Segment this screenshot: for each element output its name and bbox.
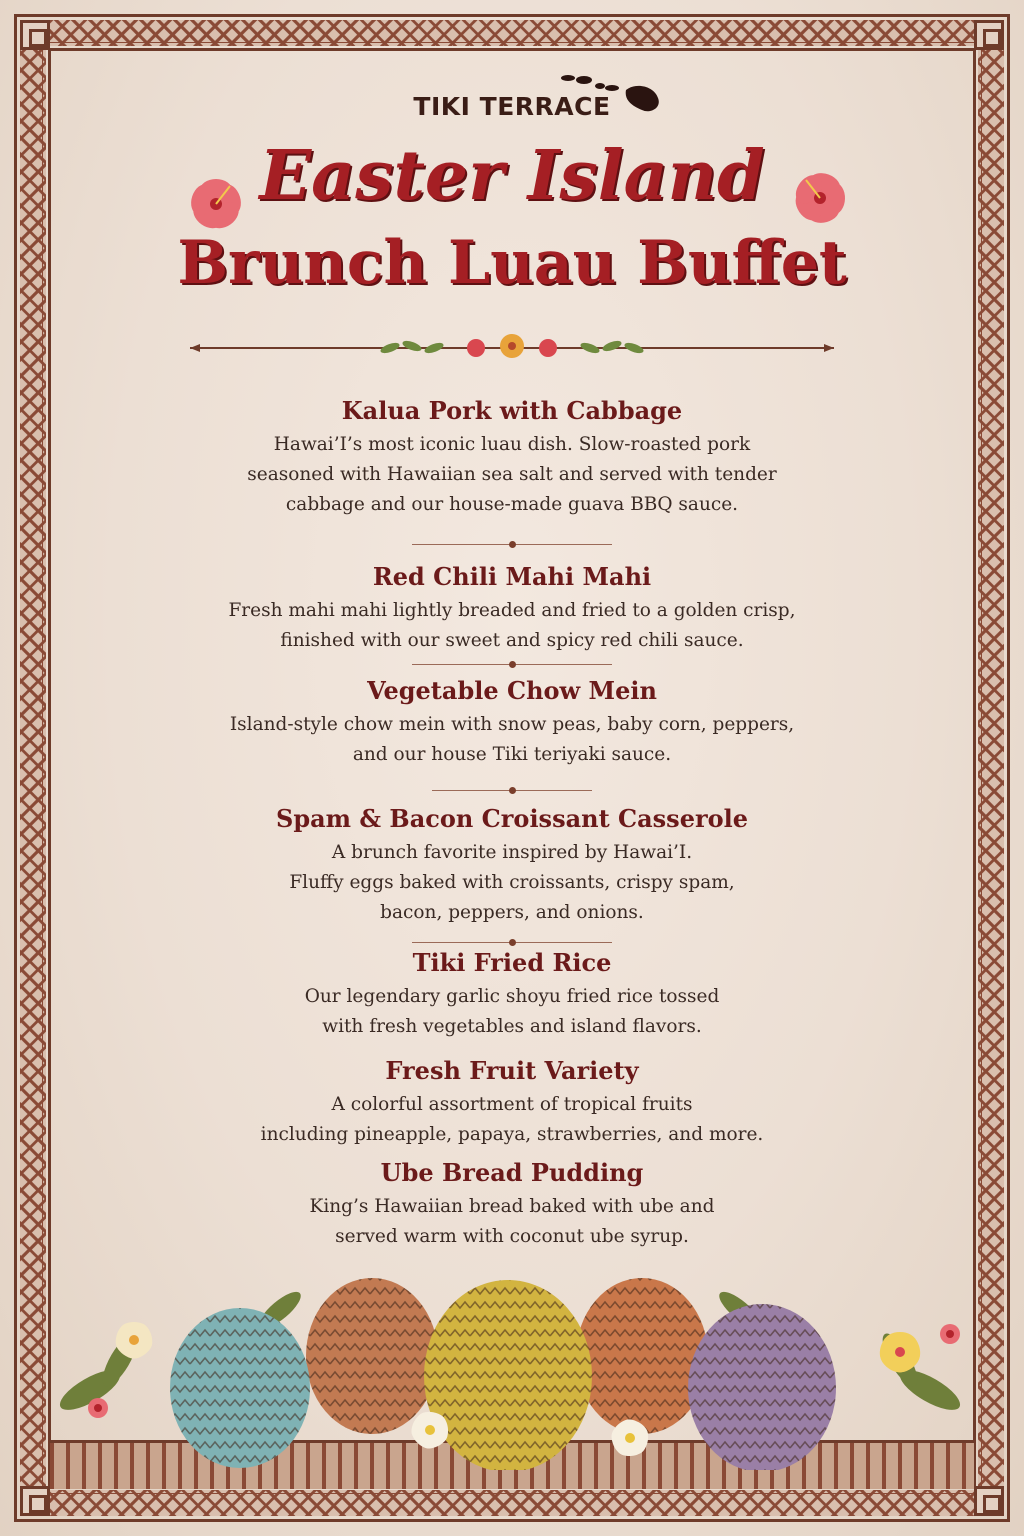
item-separator	[412, 664, 612, 665]
floral-divider	[190, 328, 834, 368]
menu-item	[0, 676, 1024, 770]
easter-egg-icon	[576, 1278, 708, 1434]
item-separator	[432, 790, 592, 791]
menu-item	[0, 396, 1024, 520]
item-separator	[412, 942, 612, 943]
corner-ornament	[974, 1486, 1004, 1516]
dish-name: Kalua Pork with Cabbage	[341, 396, 683, 425]
dish-description: A brunch favorite inspired by Hawai’I. Fluffy eggs baked with croissants, crispy spam, bacon, peppers, and onions.	[289, 842, 735, 923]
easter-egg-icon	[170, 1308, 310, 1468]
easter-eggs-illustration	[50, 1270, 974, 1470]
corner-ornament	[20, 20, 50, 50]
menu-item	[0, 1158, 1024, 1252]
dish-description: King’s Hawaiian bread baked with ube and served warm with coconut ube syrup.	[309, 1196, 715, 1247]
item-separator	[412, 544, 612, 545]
dish-description: Hawai’I’s most iconic luau dish. Slow-roasted pork seasoned with Hawaiian sea salt and served with tender cabbage and our house-made guava BBQ sauce.	[247, 434, 777, 515]
dish-name: Fresh Fruit Variety	[385, 1056, 639, 1085]
menu-item	[0, 804, 1024, 928]
title-line-1: Easter Island	[259, 136, 765, 216]
corner-ornament	[20, 1486, 50, 1516]
title-line-2: Brunch Luau Buffet	[177, 228, 847, 298]
dish-description: Island-style chow mein with snow peas, baby corn, peppers, and our house Tiki teriyaki sauce.	[229, 714, 795, 765]
easter-egg-icon	[306, 1278, 438, 1434]
corner-ornament	[974, 20, 1004, 50]
dish-description: Fresh mahi mahi lightly breaded and fried to a golden crisp, finished with our sweet and spicy red chili sauce.	[228, 600, 796, 651]
easter-egg-icon	[688, 1304, 836, 1470]
dish-name: Tiki Fried Rice	[412, 948, 612, 977]
brand-header	[0, 92, 1024, 121]
menu-item	[0, 1056, 1024, 1150]
menu-item	[0, 562, 1024, 656]
easter-egg-icon	[424, 1280, 592, 1470]
dish-name: Red Chili Mahi Mahi	[372, 562, 652, 591]
dish-name: Vegetable Chow Mein	[367, 676, 657, 705]
hawaiian-islands-icon	[558, 66, 668, 116]
menu-item	[0, 948, 1024, 1042]
dish-description: A colorful assortment of tropical fruits including pineapple, papaya, strawberries, and more.	[260, 1094, 764, 1145]
dish-name: Ube Bread Pudding	[380, 1158, 644, 1187]
dish-name: Spam & Bacon Croissant Casserole	[275, 804, 749, 833]
brand-name: TIKI TERRACE	[413, 92, 611, 121]
dish-description: Our legendary garlic shoyu fried rice tossed with fresh vegetables and island flavors.	[304, 986, 720, 1037]
